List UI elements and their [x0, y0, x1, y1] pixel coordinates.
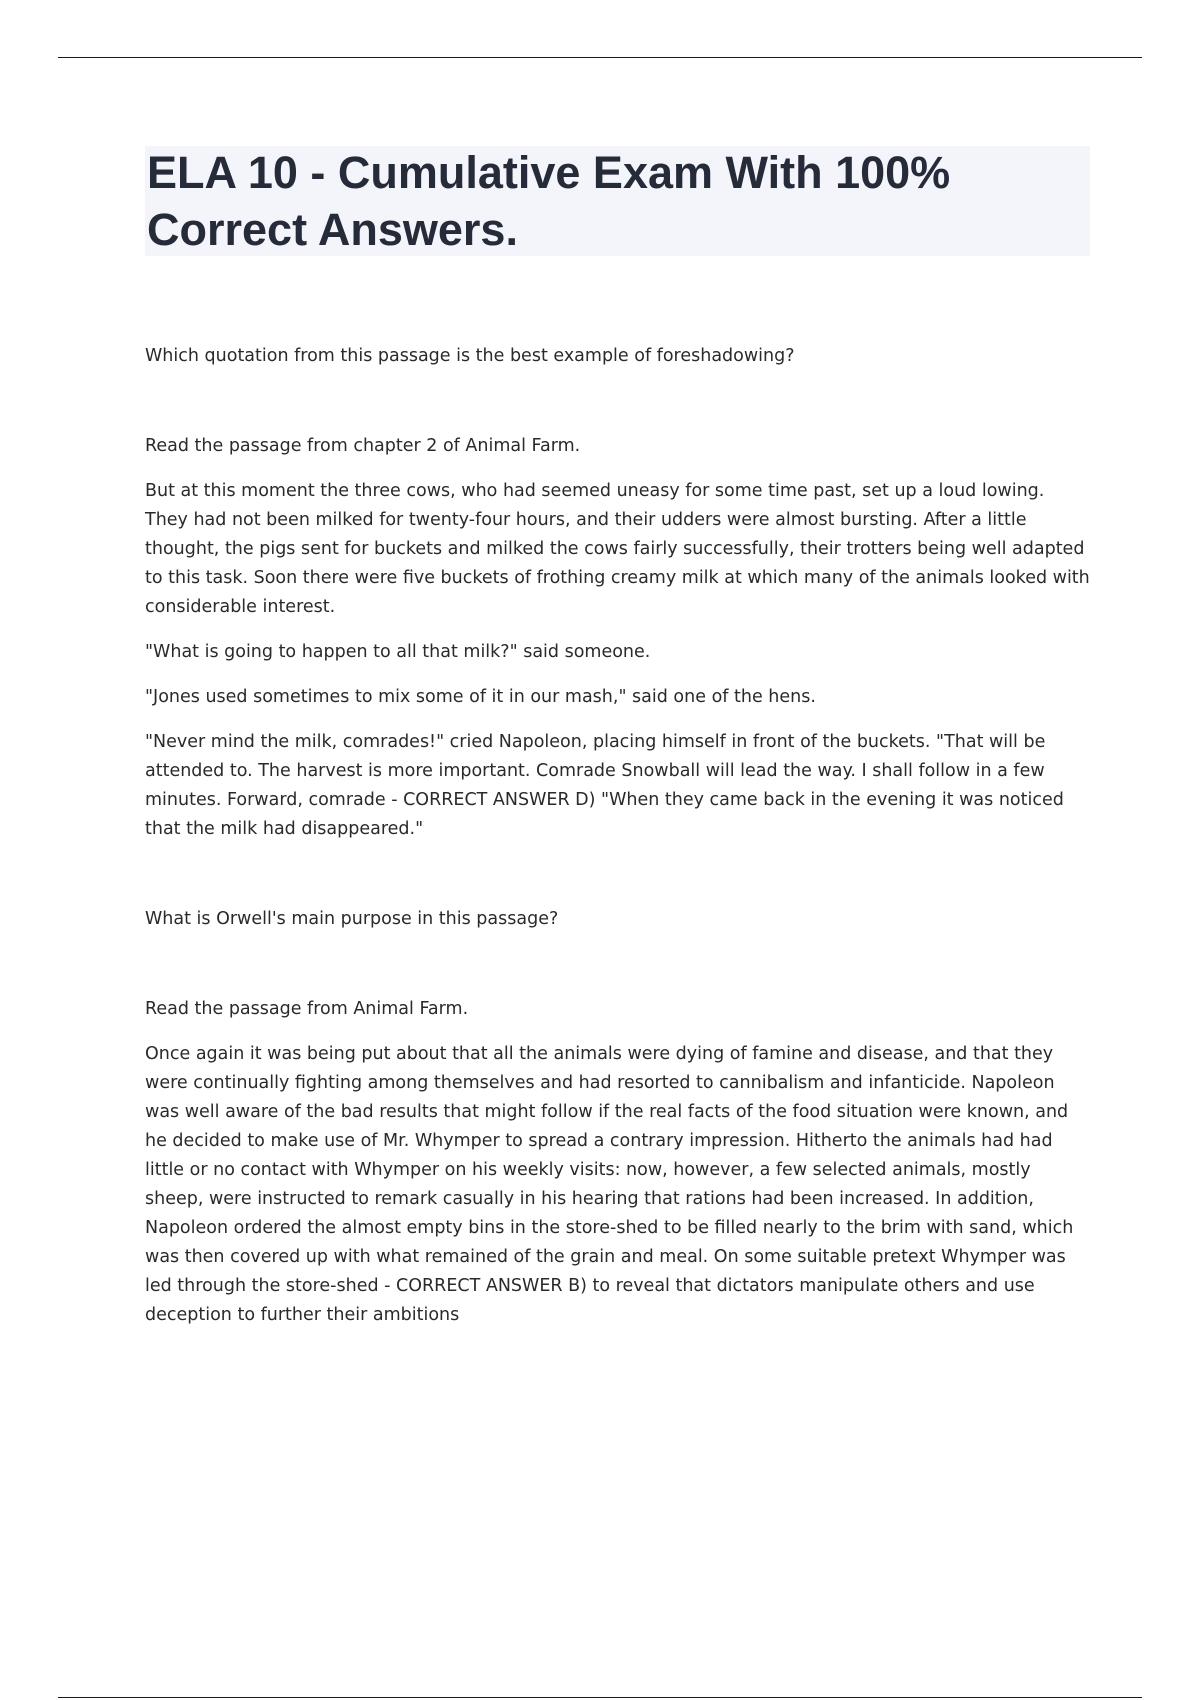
question-block-1 — [145, 342, 1090, 844]
top-rule — [58, 57, 1142, 58]
document-body — [145, 342, 1090, 1330]
passage-paragraph: "What is going to happen to all that milk?" said someone. — [145, 642, 651, 662]
passage-paragraph-with-answer: Once again it was being put about that all the animals were dying of famine and disease, and that they were continually fighting among themselves and had resorted to cannibalism and infanticide. Napoleon was well aware of the bad results that might follow if the real facts of the food situation were known, and he decided to make use of Mr. Whymper to spread a contrary impression. Hitherto the animals had had little or no contact with Whymper on his weekly visits: now, however, a few selected animals, mostly sheep, were instructed to remark casually in his hearing that rations had been increased. In addition, Napoleon ordered the almost empty bins in the store-shed to be filled nearly to the brim with sand, which was then covered up with what remained of the grain and meal. On some suitable pretext Whymper was led through the store-shed - CORRECT ANSWER B) to reveal that dictators manipulate others and use deception to further their ambitions — [145, 1044, 1074, 1325]
passage-paragraph: "Jones used sometimes to mix some of it in our mash," said one of the hens. — [145, 687, 816, 707]
page-title: ELA 10 - Cumulative Exam With 100% Correct Answers. — [147, 147, 951, 255]
question-block-2 — [145, 905, 1090, 1330]
title-banner — [145, 146, 1090, 256]
passage-paragraph: But at this moment the three cows, who had seemed uneasy for some time past, set up a loud lowing. They had not been milked for twenty-four hours, and their udders were almost bursting. After a little thought, the pigs sent for buckets and milked the cows fairly successfully, their trotters being well adapted to this task. Soon there were five buckets of frothing creamy milk at which many of the animals looked with considerable interest. — [145, 481, 1090, 617]
passage-intro: Read the passage from chapter 2 of Animal Farm. — [145, 436, 581, 456]
question-text: What is Orwell's main purpose in this passage? — [145, 909, 559, 929]
question-text: Which quotation from this passage is the best example of foreshadowing? — [145, 346, 795, 366]
bottom-rule — [58, 1697, 1142, 1698]
passage-paragraph-with-answer: "Never mind the milk, comrades!" cried Napoleon, placing himself in front of the buckets. "That will be attended to. The harvest is more important. Comrade Snowball will lead the way. I shall follow in a few minutes. Forward, comrade - CORRECT ANSWER D) "When they came back in the evening it was noticed that the milk had disappeared." — [145, 732, 1064, 839]
passage-intro: Read the passage from Animal Farm. — [145, 999, 469, 1019]
